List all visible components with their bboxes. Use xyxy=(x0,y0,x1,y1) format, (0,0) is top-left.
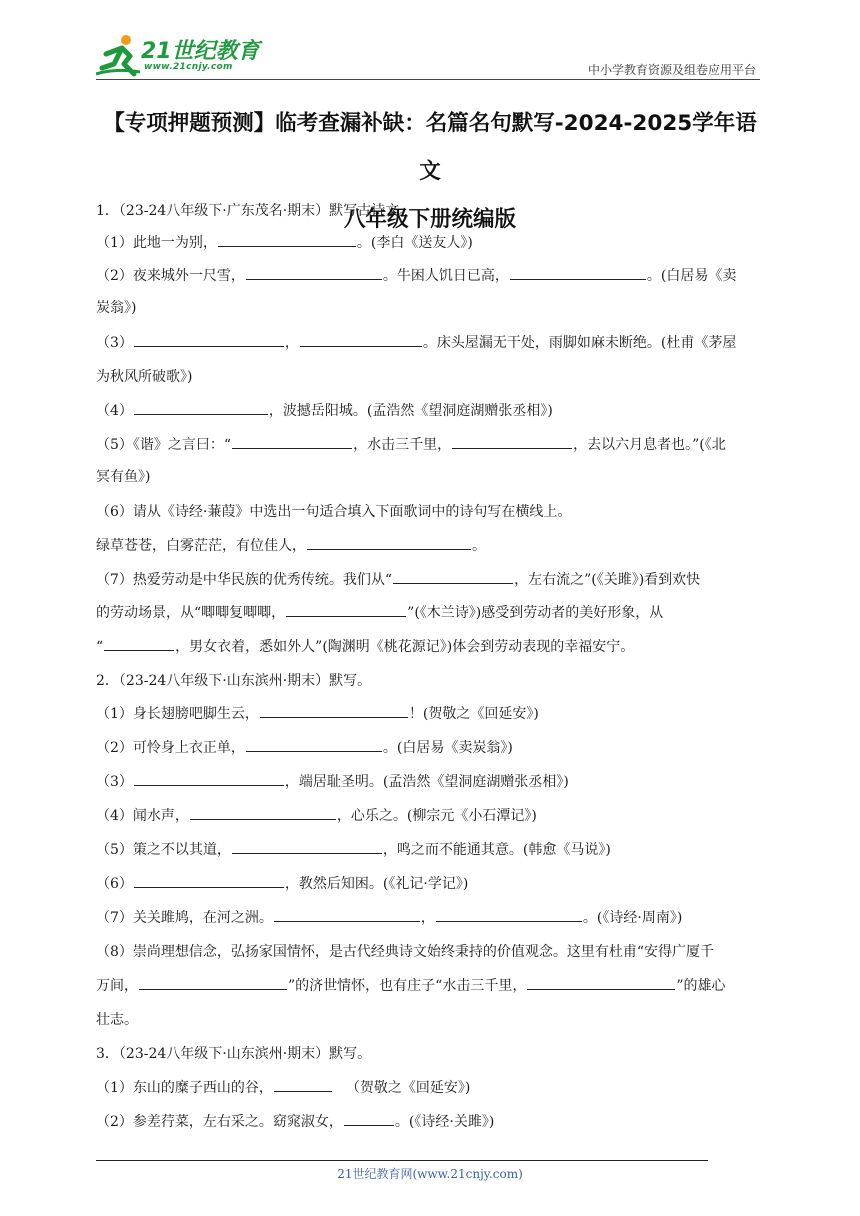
answer-blank[interactable] xyxy=(527,975,675,990)
answer-blank[interactable] xyxy=(246,737,382,752)
answer-blank[interactable] xyxy=(452,434,572,449)
answer-blank[interactable] xyxy=(218,232,356,247)
logo-url: www.21cnjy.com xyxy=(144,62,233,72)
logo-text: 21世纪教育 xyxy=(141,39,260,64)
q1-item-6: （6）请从《诗经·蒹葭》中选出一句适合填入下面歌词中的诗句写在横线上。 xyxy=(96,504,572,520)
answer-blank[interactable] xyxy=(274,907,420,922)
question-1-stem: 1．（23-24八年级下·广东茂名·期末）默写古诗文。 xyxy=(96,203,414,219)
answer-blank[interactable] xyxy=(344,1111,394,1126)
q2-item-2: （2）可怜身上衣正单， 。(白居易《卖炭翁》) xyxy=(96,737,513,757)
q3-item-2: （2）参差荇菜，左右采之。窈窕淑女， 。(《诗经·关雎》) xyxy=(96,1111,494,1131)
answer-blank[interactable] xyxy=(260,703,408,718)
q1-item-3-cont: 为秋风所破歌》) xyxy=(96,369,193,385)
q1-item-7: （7）热爱劳动是中华民族的优秀传统。我们从“ ，左右流之”(《关雎》)看到欢快 xyxy=(96,569,700,589)
site-logo[interactable] xyxy=(96,34,266,78)
q2-item-8: （8）崇尚理想信念，弘扬家国情怀，是古代经典诗文始终秉持的价值观念。这里有杜甫“安得广厦千 xyxy=(96,944,715,960)
q1-item-7-cont: 的劳动场景，从“唧唧复唧唧， ”(《木兰诗》)感受到劳动者的美好形象，从 xyxy=(96,602,663,622)
header-divider xyxy=(96,79,760,80)
title-line-1: 【专项押题预测】临考查漏补缺：名篇名句默写-2024-2025学年语文 xyxy=(103,111,757,184)
answer-blank[interactable] xyxy=(139,975,287,990)
q2-item-8-cont2: 壮志。 xyxy=(96,1012,138,1028)
answer-blank[interactable] xyxy=(134,400,268,415)
q1-item-4: （4） ，波撼岳阳城。(孟浩然《望洞庭湖赠张丞相》) xyxy=(96,400,553,420)
answer-blank[interactable] xyxy=(104,636,174,651)
q1-item-7-cont2: “ ，男女衣着，悉如外人”(陶渊明《桃花源记》)体会到劳动表现的幸福安宁。 xyxy=(96,636,634,656)
q1-item-2-cont: 炭翁》) xyxy=(96,300,137,316)
page-footer[interactable]: 21世纪教育网(www.21cnjy.com) xyxy=(337,1167,523,1181)
answer-blank[interactable] xyxy=(134,873,284,888)
answer-blank[interactable] xyxy=(274,1077,332,1092)
answer-blank[interactable] xyxy=(393,569,513,584)
title-line-2: 八年级下册统编版 xyxy=(343,207,516,232)
platform-name: 中小学教育资源及组卷应用平台 xyxy=(587,63,756,77)
runner-logo-icon xyxy=(96,34,142,78)
answer-blank[interactable] xyxy=(246,265,382,280)
q1-item-6-lyric: 绿草苍苍，白雾茫茫，有位佳人， 。 xyxy=(96,535,486,555)
answer-blank[interactable] xyxy=(232,434,352,449)
q1-item-2: （2）夜来城外一尺雪， 。牛困人饥日已高， 。(白居易《卖 xyxy=(96,265,736,285)
q2-item-4: （4）闻水声， ，心乐之。(柳宗元《小石潭记》) xyxy=(96,805,537,825)
q1-item-5: （5）《谐》之言曰：“ ，水击三千里， ，去以六月息者也。”(《北 xyxy=(96,434,726,454)
q2-item-3: （3） ，端居耻圣明。(孟浩然《望洞庭湖赠张丞相》) xyxy=(96,771,569,791)
answer-blank[interactable] xyxy=(134,771,284,786)
answer-blank[interactable] xyxy=(300,332,422,347)
footer-divider xyxy=(96,1160,708,1161)
q2-item-7: （7）关关雎鸠，在河之洲。 ， 。(《诗经·周南》) xyxy=(96,907,682,927)
answer-blank[interactable] xyxy=(286,602,406,617)
answer-blank[interactable] xyxy=(510,265,646,280)
q1-item-5-cont: 冥有鱼》) xyxy=(96,469,151,485)
page-header xyxy=(96,30,756,80)
q1-item-3: （3） ， 。床头屋漏无干处，雨脚如麻未断绝。(杜甫《茅屋 xyxy=(96,332,736,352)
answer-blank[interactable] xyxy=(436,907,582,922)
answer-blank[interactable] xyxy=(190,805,336,820)
answer-blank[interactable] xyxy=(307,535,471,550)
q2-item-8-cont: 万间， ”的济世情怀，也有庄子“水击三千里， ”的雄心 xyxy=(96,975,726,995)
answer-blank[interactable] xyxy=(134,332,284,347)
question-2-stem: 2．（23-24八年级下·山东滨州·期末）默写。 xyxy=(96,673,372,689)
answer-blank[interactable] xyxy=(232,839,382,854)
document-title xyxy=(96,100,764,244)
q1-item-1: （1）此地一为别， 。(李白《送友人》) xyxy=(96,232,473,252)
question-3-stem: 3．（23-24八年级下·山东滨州·期末）默写。 xyxy=(96,1046,372,1062)
q2-item-5: （5）策之不以其道， ，鸣之而不能通其意。(韩愈《马说》) xyxy=(96,839,611,859)
q2-item-1: （1）身长翅膀吧脚生云， ！(贺敬之《回延安》) xyxy=(96,703,539,723)
q2-item-6: （6） ，教然后知困。(《礼记·学记》) xyxy=(96,873,468,893)
q3-item-1: （1）东山的糜子西山的谷， （贺敬之《回延安》) xyxy=(96,1077,470,1097)
